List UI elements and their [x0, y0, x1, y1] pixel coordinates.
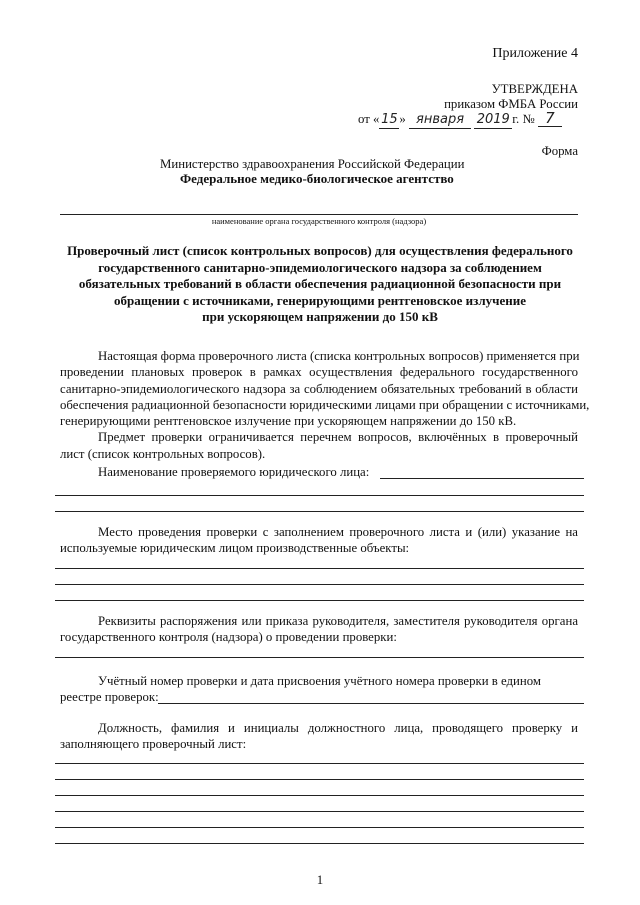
page-number: 1 — [316, 873, 324, 887]
ministry-name: Министерство здравоохранения Российской Федерации — [160, 157, 465, 171]
intro-line: обеспечения радиационной безопасности юридическими лицами при обращении с источниками, — [60, 397, 590, 412]
official-input-line[interactable] — [55, 795, 584, 796]
place-label-line: Место проведения проверки с заполнением проверочного листа и (или) указание на — [98, 525, 578, 539]
official-input-line[interactable] — [55, 763, 584, 764]
document-title — [50, 243, 590, 326]
intro-line: проведении плановых проверок в рамках осуществления федерального государственного — [60, 365, 578, 380]
order-by-label: приказом ФМБА России — [444, 97, 578, 111]
registration-label-line: Учётный номер проверки и дата присвоения учётного номера проверки в едином — [98, 674, 541, 688]
place-input-line[interactable] — [55, 600, 584, 601]
number-label: № — [522, 112, 535, 126]
organ-name-field[interactable] — [60, 214, 578, 215]
official-input-line[interactable] — [55, 843, 584, 844]
intro-line: генерирующими рентгеновское излучение при ускоряющем напряжении до 150 кВ. — [60, 414, 517, 429]
intro-paragraph — [60, 348, 590, 462]
official-label-line: Должность, фамилия и инициалы должностного лица, проводящего проверку и — [98, 721, 578, 735]
place-input-line[interactable] — [55, 568, 584, 569]
date-quote-close: » — [399, 112, 406, 126]
official-label-line: заполняющего проверочный лист: — [60, 737, 247, 752]
place-input-line[interactable] — [55, 584, 584, 585]
official-label — [60, 720, 578, 753]
registration-input[interactable] — [158, 703, 584, 704]
place-label-line: используемые юридическим лицом производственные объекты: — [60, 541, 410, 556]
order-input-line[interactable] — [55, 657, 584, 658]
appendix-label: Приложение 4 — [492, 46, 578, 61]
place-label — [60, 524, 578, 557]
entity-name-input-line[interactable] — [55, 495, 584, 496]
title-line: при ускоряющем напряжении до 150 кВ — [202, 309, 438, 324]
form-label: Форма — [541, 144, 578, 158]
approved-label: УТВЕРЖДЕНА — [491, 82, 578, 96]
date-year: 2019 — [474, 112, 512, 129]
intro-line: Предмет проверки ограничивается перечнем вопросов, включённых в проверочный — [98, 430, 578, 445]
date-month: января — [409, 112, 471, 129]
order-label-line: Реквизиты распоряжения или приказа руководителя, заместителя руководителя органа — [98, 614, 578, 628]
official-input-line[interactable] — [55, 811, 584, 812]
official-input-line[interactable] — [55, 779, 584, 780]
date-g: г. — [512, 112, 520, 126]
organ-name-caption: наименование органа государственного контроля (надзора) — [211, 216, 427, 226]
entity-name-input[interactable] — [380, 478, 584, 479]
title-line: Проверочный лист (список контрольных вопросов) для осуществления федерального — [67, 243, 573, 258]
order-label-line: государственного контроля (надзора) о проведении проверки: — [60, 630, 397, 645]
order-label — [60, 613, 578, 646]
intro-line: лист (список контрольных вопросов). — [60, 446, 266, 461]
intro-line: Настоящая форма проверочного листа (списка контрольных вопросов) применяется при — [98, 349, 580, 363]
official-input-line[interactable] — [55, 827, 584, 828]
entity-name-label: Наименование проверяемого юридического лица: — [98, 465, 370, 479]
agency-name: Федеральное медико-биологическое агентство — [180, 171, 454, 186]
registration-label — [60, 673, 578, 706]
title-line: обращении с источниками, генерирующими рентгеновское излучение — [113, 292, 527, 308]
approval-date-line — [358, 110, 580, 129]
intro-line: санитарно-эпидемиологического надзора за соблюдением обязательных требований в области — [60, 381, 578, 396]
entity-name-input-line[interactable] — [55, 511, 584, 512]
order-number: 7 — [538, 110, 562, 127]
title-line: государственного санитарно-эпидемиологического надзора за соблюдением — [98, 259, 542, 275]
registration-label-line: реестре проверок: — [60, 690, 159, 705]
date-prefix: от « — [358, 112, 380, 126]
date-day: 15 — [379, 112, 399, 129]
title-line: обязательных требований в области обеспечения радиационной безопасности при — [78, 276, 562, 291]
